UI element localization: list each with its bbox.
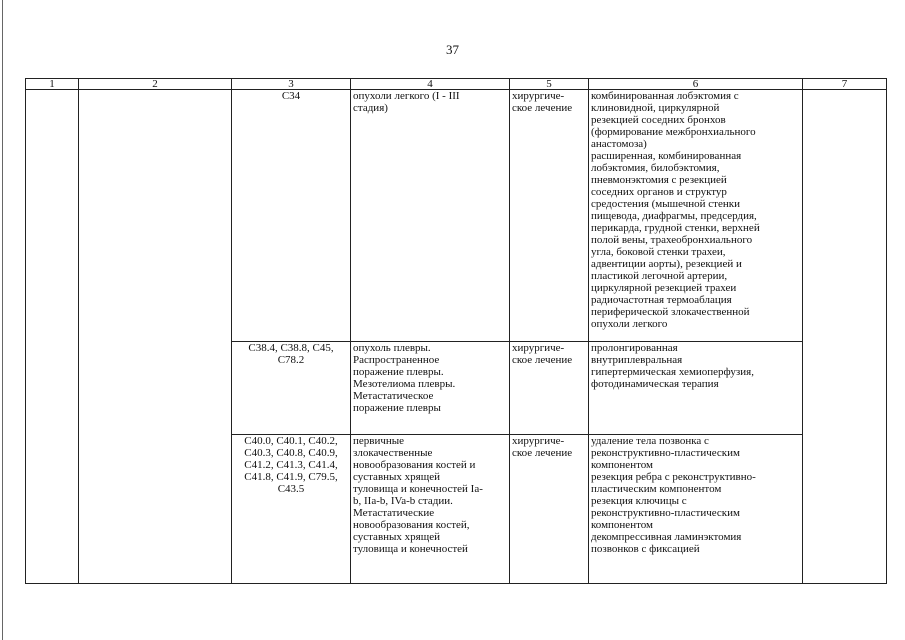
methods-cell: комбинированная лобэктомия с клиновидной, циркулярной резекцией соседних бронхов (формирование межбронхиального анастомоза) расширенная, комбинированная лобэктомия, билобэктомия, пневмонэктомия с резекцией соседних органов и структур средостения (мышечной стенки пищевода, диафрагмы, предсердия, перикарда, грудной стенки, верхней полой вены, трахеобронхиального угла, боковой стенки трахеи, адвентиции аорты), резекцией и пластикой легочной артерии, циркулярной резекцией трахеи радиочастотная термоаблация периферической злокачественной опухоли легкого [589,90,803,342]
table-row [26,90,887,342]
column-header-4: 4 [351,79,510,90]
column-header-3: 3 [232,79,351,90]
procedures-table [25,78,887,584]
column-header-6: 6 [589,79,803,90]
diagnosis-cell: первичные злокачественные новообразования костей и суставных хрящей туловища и конечностей Ia- b, IIa-b, IVa-b стадии. Метастатические новообразования костей, суставных хрящей туловища и конечностей [351,434,510,583]
column-header-7: 7 [803,79,887,90]
column-header-2: 2 [79,79,232,90]
icd-codes-cell: C34 [232,90,351,342]
treatment-type-cell: хирургиче- ское лечение [510,341,589,434]
empty-cell [803,90,887,584]
column-header-1: 1 [26,79,79,90]
icd-codes-cell: C40.0, C40.1, C40.2, C40.3, C40.8, C40.9, C41.2, C41.3, C41.4, C41.8, C41.9, C79.5, C43.5 [232,434,351,583]
methods-cell: пролонгированная внутриплевральная гипертермическая хемиоперфузия, фотодинамическая терапия [589,341,803,434]
diagnosis-cell: опухоли легкого (I - III стадия) [351,90,510,342]
page-number: 37 [446,42,459,57]
page-left-edge [2,0,3,640]
empty-cell [26,90,79,584]
column-header-5: 5 [510,79,589,90]
treatment-type-cell: хирургиче- ское лечение [510,90,589,342]
treatment-type-cell: хирургиче- ское лечение [510,434,589,583]
diagnosis-cell: опухоль плевры. Распространенное поражение плевры. Мезотелиома плевры. Метастатическое поражение плевры [351,341,510,434]
methods-cell: удаление тела позвонка с реконструктивно-пластическим компонентом резекция ребра с реконструктивно- пластическим компонентом резекция ключицы с реконструктивно-пластическим компонентом декомпрессивная ламинэктомия позвонков с фиксацией [589,434,803,583]
icd-codes-cell: C38.4, C38.8, C45, C78.2 [232,341,351,434]
column-number-row [26,79,887,90]
empty-cell [79,90,232,584]
